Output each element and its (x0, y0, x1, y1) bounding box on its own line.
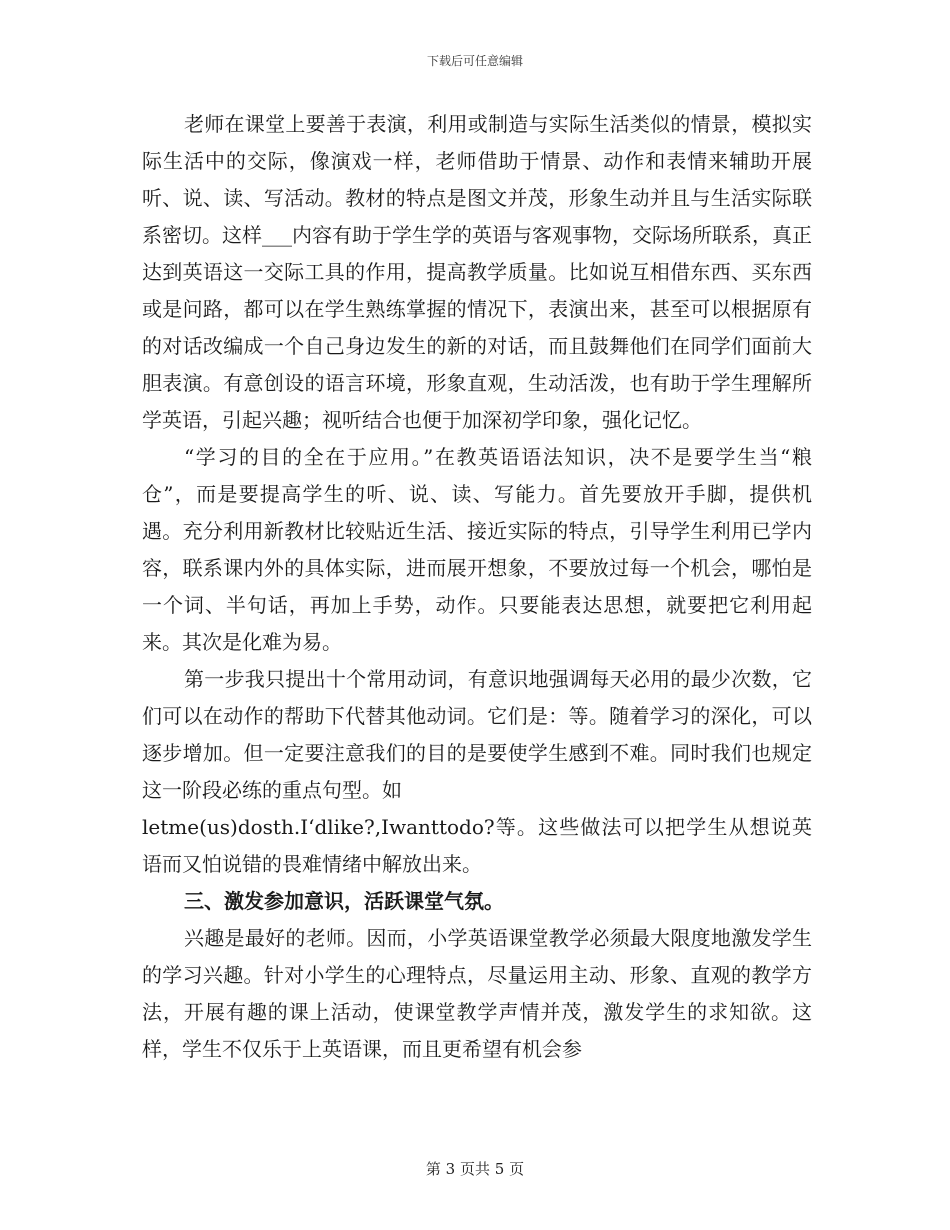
paragraph-interest: 兴趣是最好的老师。因而，小学英语课堂教学必须最大限度地激发学生的学习兴趣。针对小学生的心理特点，尽量运用主动、形象、直观的教学方法，开展有趣的课上活动，使课堂教学声情并茂，激发学生的求知欲。这样，学生不仅乐于上英语课，而且更希望有机会参 (142, 926, 812, 1061)
paragraph-verbs-continued: letme(us)dosth.I‘dlike?,Iwanttodo?等。这些做法可以把学生从想说英语而又怕说错的畏难情绪中解放出来。 (142, 815, 812, 876)
page-header: 下载后可任意编辑 (426, 54, 523, 68)
paragraph-verbs: 第一步我只提出十个常用动词，有意识地强调每天必用的最少次数，它们可以在动作的帮助下代替其他动词。它们是：等。随着学习的深化，可以逐步增加。但一定要注意我们的目的是要使学生感到不难。同时我们也规定这一阶段必练的重点句型。如 (142, 667, 812, 802)
paragraph-performance: 老师在课堂上要善于表演，利用或制造与实际生活类似的情景，模拟实际生活中的交际，像演戏一样，老师借助于情景、动作和表情来辅助开展听、说、读、写活动。教材的特点是图文并茂，形象生动并且与生活实际联系密切。这样___内容有助于学生学的英语与客观事物，交际场所联系，真正达到英语这一交际工具的作用，提高教学质量。比如说互相借东西、买东西或是问路，都可以在学生熟练掌握的情况下，表演出来，甚至可以根据原有的对话改编成一个自己身边发生的新的对话，而且鼓舞他们在同学们面前大胆表演。有意创设的语言环境，形象直观，生动活泼，也有助于学生理解所学英语，引起兴趣；视听结合也便于加深初学印象，强化记忆。 (142, 112, 812, 432)
section-heading: 三、激发参加意识，活跃课堂气氛。 (184, 889, 504, 913)
paragraph-application: “学习的目的全在于应用。”在教英语语法知识，决不是要学生当“粮仓”，而是要提高学生的听、说、读、写能力。首先要放开手脚，提供机遇。充分利用新教材比较贴近生活、接近实际的特点，引导学生利用已学内容，联系课内外的具体实际，进而展开想象，不要放过每一个机会，哪怕是一个词、半句话，再加上手势，动作。只要能表达思想，就要把它利用起来。其次是化难为易。 (142, 445, 812, 654)
page-footer: 第 3 页共 5 页 (425, 1160, 525, 1178)
document-body (142, 106, 812, 1068)
